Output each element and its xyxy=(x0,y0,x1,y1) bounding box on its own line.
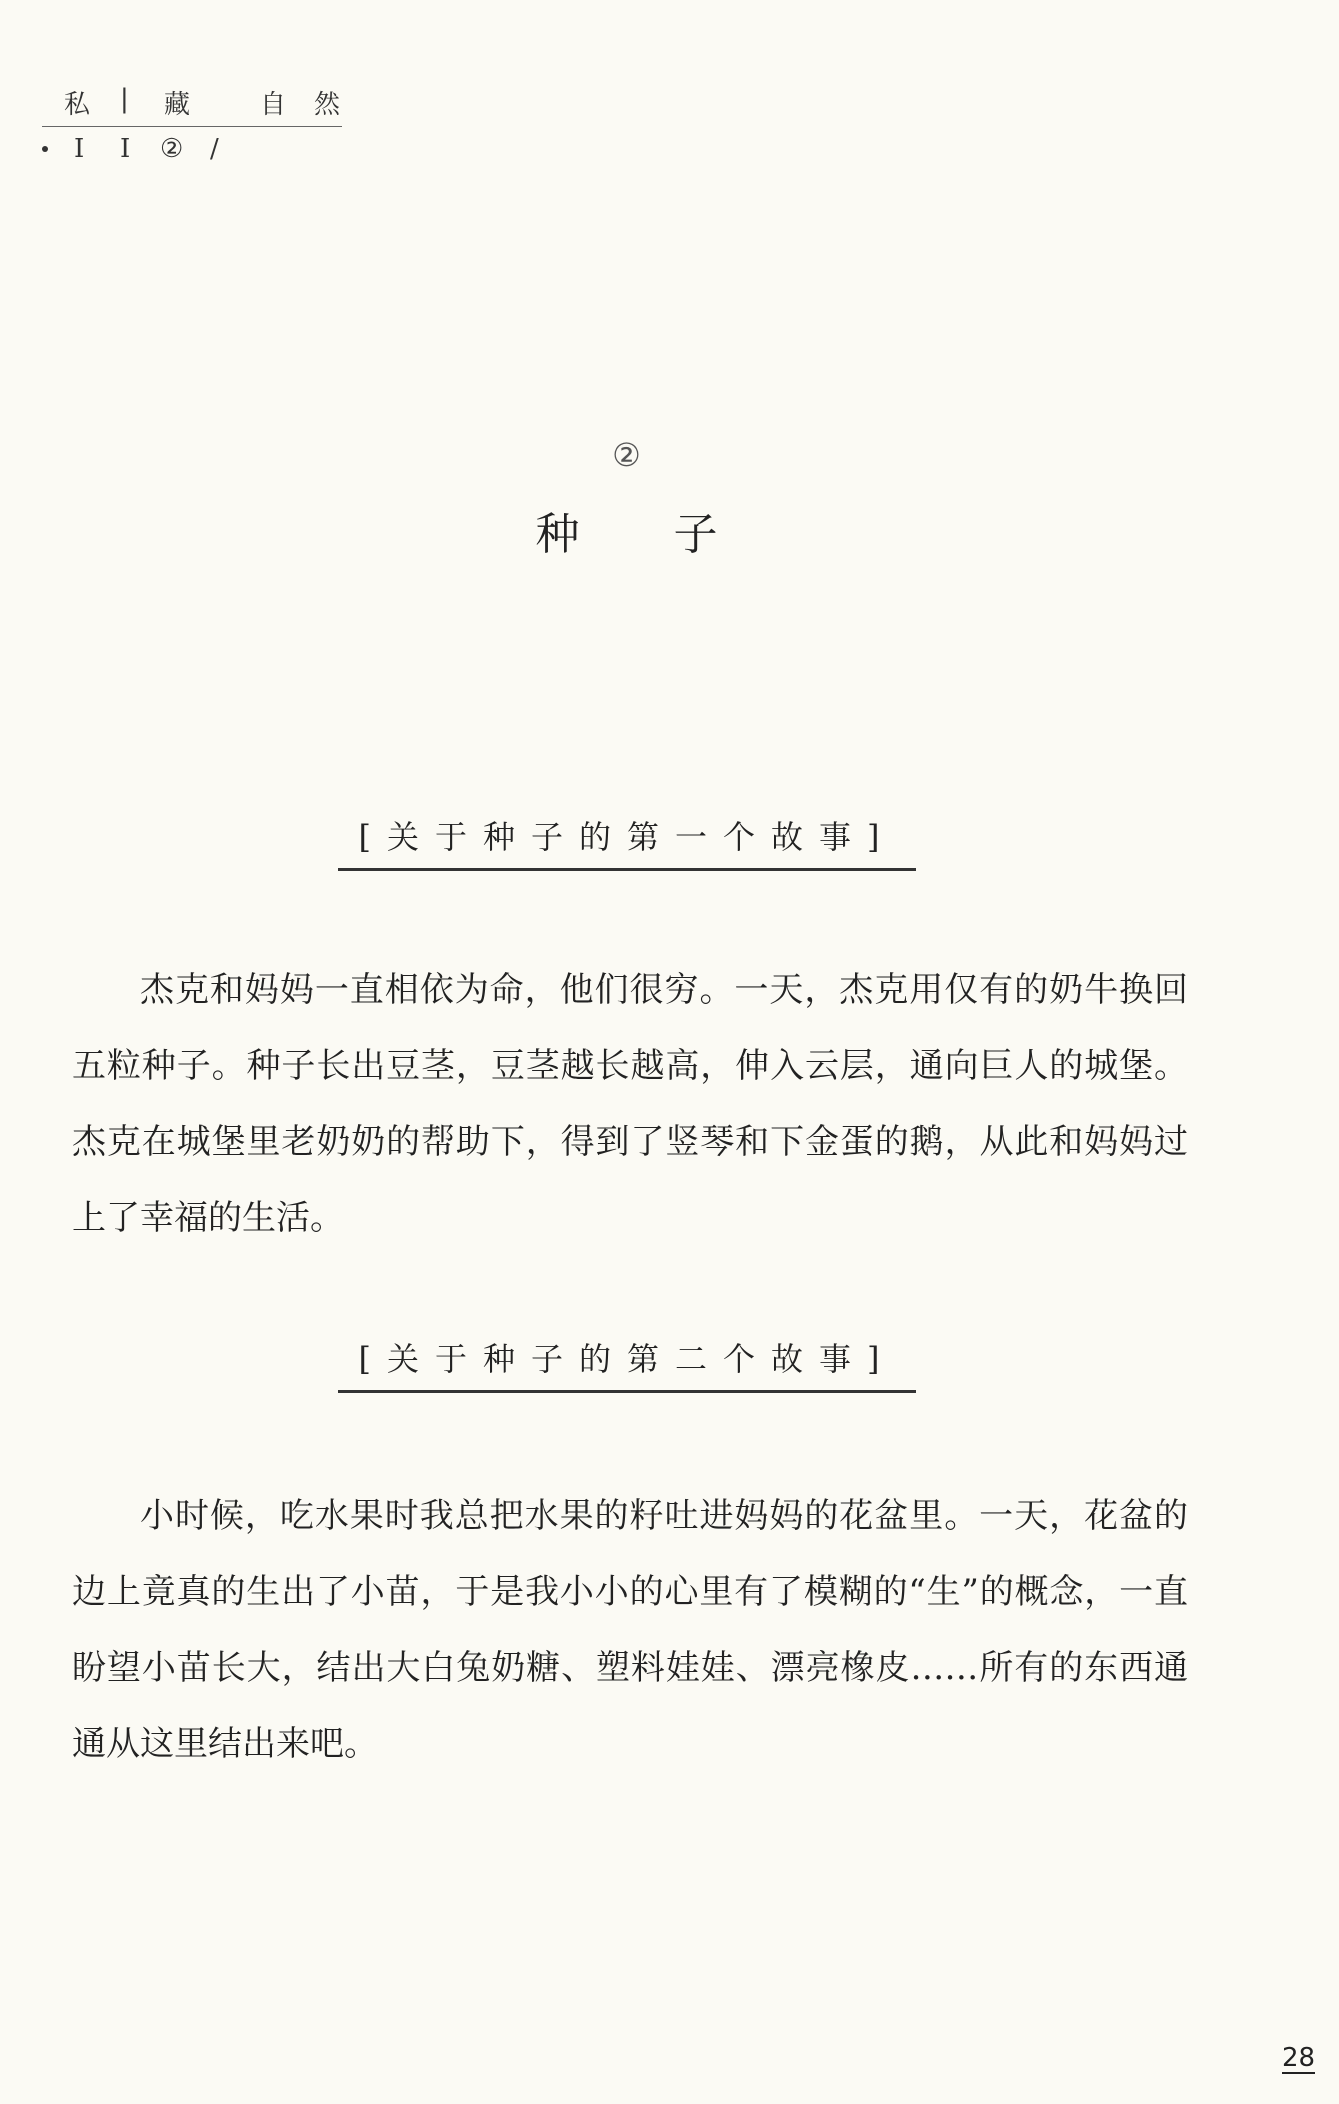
chapter-number: ② xyxy=(612,436,641,474)
page-number: 28 xyxy=(1282,2043,1316,2073)
header-rule xyxy=(42,126,342,127)
section-body-2: 小时候，吃水果时我总把水果的籽吐进妈妈的花盆里。一天，花盆的边上竟真的生出了小苗，于是我小小的心里有了模糊的“生”的概念，一直盼望小苗长大，结出大白兔奶糖、塑料娃娃、漂亮橡皮……所有的东西通通从这里结出来吧。 xyxy=(72,1496,1188,1764)
header-title-char: 然 xyxy=(314,90,341,120)
header-title-char: 私 xyxy=(64,90,91,120)
header-mark: I xyxy=(74,134,85,164)
section-heading-2: [关于种子的第二个故事] xyxy=(338,1334,916,1393)
header-mark: ② xyxy=(160,134,184,164)
header-title-char: 自 xyxy=(260,90,287,120)
header-bullet xyxy=(42,146,48,152)
header-mark: / xyxy=(210,134,219,164)
header-title-char: 藏 xyxy=(164,90,191,120)
section-heading-1: [关于种子的第一个故事] xyxy=(338,812,916,871)
chapter-title: 种 子 xyxy=(535,509,758,560)
section-body-1: 杰克和妈妈一直相依为命，他们很穷。一天，杰克用仅有的奶牛换回五粒种子。种子长出豆茎，豆茎越长越高，伸入云层，通向巨人的城堡。杰克在城堡里老奶奶的帮助下，得到了竖琴和下金蛋的鹅，从此和妈妈过上了幸福的生活。 xyxy=(72,970,1188,1238)
header-divider: | xyxy=(120,84,129,114)
header-mark: I xyxy=(120,134,131,164)
